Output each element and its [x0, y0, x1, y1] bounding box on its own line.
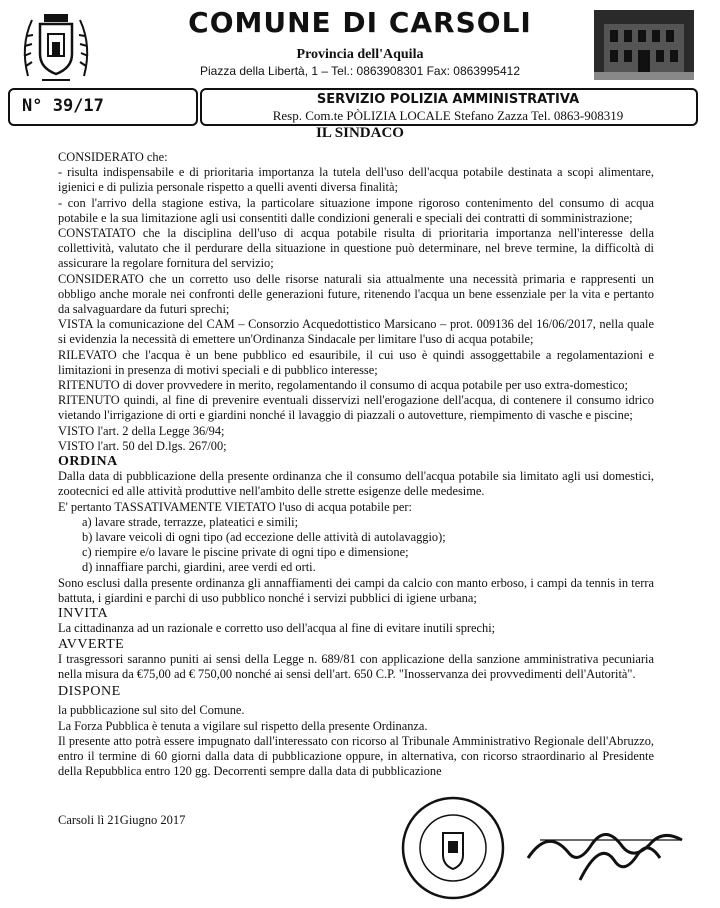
- dispone-line: Il presente atto potrà essere impugnato dall'interessato con ricorso al Tribunale Amministrativo Regionale dell'Abruzzo, entro il termine di 60 giorni dalla data di pubblicazione oppure, in alternativa, con ricorso straordinario al Presidente della Repubblica entro 120 gg. Decorrenti sempre dalla data di pubblicazione: [58, 733, 654, 779]
- invita-text: La cittadinanza ad un razionale e corretto uso dell'acqua al fine di evitare inutili sprechi;: [58, 621, 496, 636]
- ordina-heading: ORDINA: [58, 454, 118, 470]
- consideration-line: CONSIDERATO che un corretto uso delle risorse naturali sia attualmente una necessità primaria e rappresenti un obbligo anche morale nei confronti delle generazioni future, ritenendo l'acqua un bene essenziale per la vita e pertanto da salvaguardare da futuri sprechi;: [58, 271, 654, 317]
- dispone-heading: DISPONE: [58, 684, 121, 700]
- avverte-text: I trasgressori saranno puniti ai sensi della Legge n. 689/81 con applicazione della sanzione amministrativa pecuniaria nella misura da €75,00 ad € 750,00 nonché ai sensi dell'art. 650 C.P. "Inosservanza dei provvedimenti dell'Autorità".: [58, 651, 654, 681]
- town-hall-photo: [594, 10, 694, 80]
- province-name: Provincia dell'Aquila: [296, 47, 424, 62]
- consideration-line: VISTA la comunicazione del CAM – Consorzio Acquedottistico Marsicano – prot. 009136 del 16/06/2017, nella quale si evidenzia la necessità di emettere un'Ordinanza Sindacale per limitare l'uso di acqua potabile;: [58, 317, 654, 347]
- avverte-heading: AVVERTE: [58, 636, 125, 652]
- exclusions-text: Sono esclusi dalla presente ordinanza gli annaffiamenti dei campi da calcio con manto erboso, i campi da tennis in terra battuta, i giardini e parchi di uso pubblico nonché i servizi pubblici di igiene urbana;: [58, 575, 654, 605]
- mayor-signature: [520, 800, 700, 890]
- document-heading: IL SINDACO: [316, 125, 404, 141]
- consideration-line: VISTO l'art. 50 del D.lgs. 267/00;: [58, 438, 227, 453]
- consideration-line: RITENUTO quindi, al fine di prevenire eventuali disservizi nell'erogazione dell'acqua, di contenere il consumo idrico vietando l'irrigazione di orti e giardini nonché il lavaggio di piazzali o autovetture, riempimento di vasche e piscine;: [58, 393, 654, 423]
- dispone-line: La Forza Pubblica è tenuta a vigilare sul rispetto della presente Ordinanza.: [58, 718, 428, 733]
- municipality-address: Piazza della Libertà, 1 – Tel.: 0863908301 Fax: 0863995412: [199, 64, 521, 78]
- consideration-line: VISTO l'art. 2 della Legge 36/94;: [58, 423, 225, 438]
- municipality-title: COMUNE DI CARSOLI: [188, 6, 532, 39]
- list-item: b) lavare veicoli di ogni tipo (ad eccezione delle attività di autolavaggio);: [82, 530, 446, 545]
- signing-date: Carsoli lì 21Giugno 2017: [58, 813, 186, 827]
- municipal-crest-logo: [16, 6, 96, 86]
- ban-statement: E' pertanto TASSATIVAMENTE VIETATO l'uso di acqua potabile per:: [58, 499, 412, 514]
- ordina-text: Dalla data di pubblicazione della presente ordinanza che il consumo dell'acqua potabile sia limitato agli usi domestici, zootecnici ed alle attività produttive nell'ambito delle strette esigenze delle medesime.: [58, 469, 654, 499]
- ordinance-body: [58, 150, 654, 779]
- list-item: d) innaffiare parchi, giardini, aree verdi ed orti.: [82, 560, 316, 575]
- list-item: a) lavare strade, terrazze, plateatici e simili;: [82, 514, 299, 529]
- consideration-line: - con l'arrivo della stagione estiva, la particolare situazione impone rigoroso contenimento del consumo di acqua potabile e la sua limitazione agli usi consentiti dalle condizioni generali e speciali dei contratti di somministrazione;: [58, 195, 654, 225]
- ban-list: [58, 515, 654, 576]
- consideration-line: CONSIDERATO che:: [58, 150, 168, 164]
- consideration-line: - risulta indispensabile e di prioritaria importanza la tutela dell'uso dell'acqua potabile destinata a scopi alimentare, igienici e di pulizia personale rispetto a quelli aventi diversa finalità;: [58, 165, 654, 195]
- consideration-line: RITENUTO di dover provvedere in merito, regolamentando il consumo di acqua potabile per uso extra-domestico;: [58, 378, 628, 393]
- ordinance-number: N° 39/17: [22, 96, 104, 116]
- service-name: SERVIZIO POLIZIA AMMINISTRATIVA: [316, 92, 580, 107]
- municipal-stamp: [398, 793, 508, 903]
- service-responsible: Resp. Com.te PÒLIZIA LOCALE Stefano Zazza Tel. 0863-908319: [272, 108, 624, 123]
- consideration-line: CONSTATATO che la disciplina dell'uso di acqua potabile risulta di prioritaria importanza nell'interesse della collettività, valutato che il perdurare della situazione in questione può determinare, nel breve termine, la difficoltà di assicurare la regolare fornitura del servizio;: [58, 226, 654, 271]
- dispone-line: la pubblicazione sul sito del Comune.: [58, 703, 245, 718]
- list-item: c) riempire e/o lavare le piscine private di ogni tipo e dimensione;: [82, 545, 409, 560]
- invita-heading: INVITA: [58, 606, 109, 622]
- consideration-line: RILEVATO che l'acqua è un bene pubblico ed esauribile, il cui uso è quindi assoggettabile a regolamentazioni e limitazioni in presenza di motivi speciali e di pubblico interesse;: [58, 347, 654, 377]
